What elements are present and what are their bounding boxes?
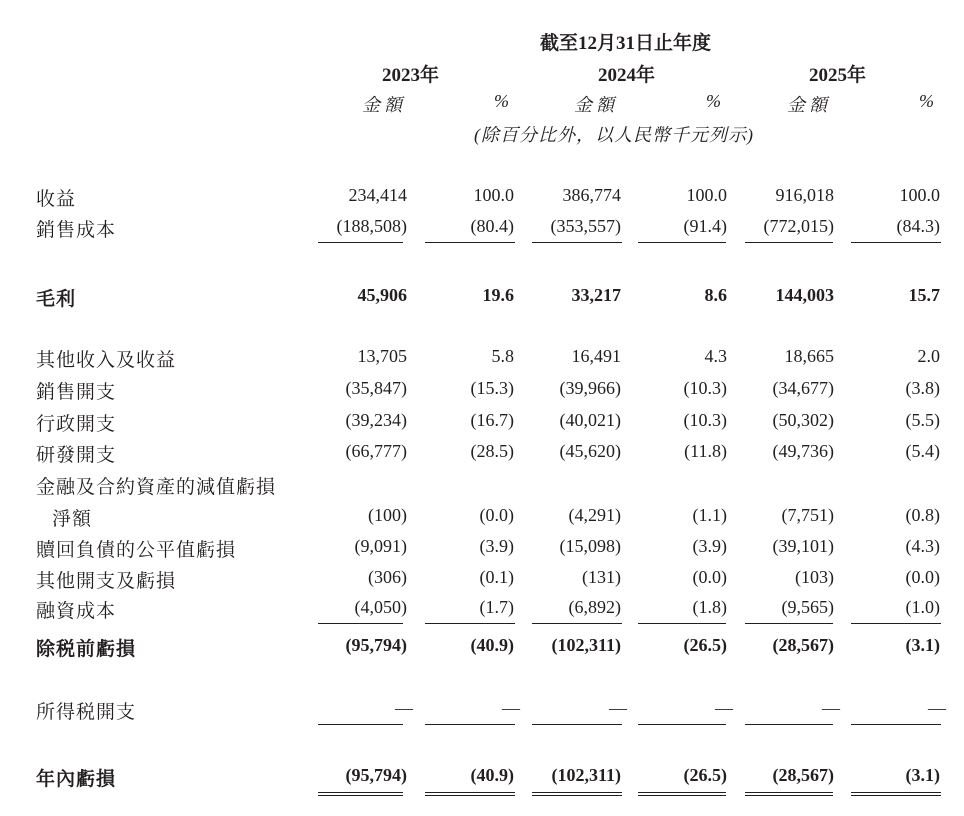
cell-percent-2024: (26.5) — [683, 765, 727, 785]
cell-percent-2025: (0.0) — [905, 567, 940, 587]
cell-amount-2025: (34,677) — [772, 378, 834, 398]
cell-amount-2025: (28,567) — [772, 635, 834, 655]
percent-header-2024: % — [706, 91, 721, 111]
subtotal-rule — [745, 623, 833, 624]
cell-percent-2024: 8.6 — [704, 285, 727, 305]
cell-amount-2024: (353,557) — [550, 216, 621, 236]
year-header-2025: 2025年 — [809, 65, 867, 86]
cell-percent-2024: (91.4) — [683, 216, 727, 236]
subtotal-rule — [425, 242, 515, 243]
row-label-cost-of-sales: 銷售成本 — [36, 220, 117, 241]
subtotal-rule — [532, 242, 622, 243]
subtotal-rule — [318, 724, 403, 725]
subtotal-rule — [425, 724, 515, 725]
cell-amount-2024: (15,098) — [559, 536, 621, 556]
subtotal-rule — [851, 623, 941, 624]
cell-amount-2023: (9,091) — [354, 536, 407, 556]
cell-percent-2023: (80.4) — [470, 216, 514, 236]
cell-amount-2024: (39,966) — [559, 378, 621, 398]
cell-amount-2025: 18,665 — [784, 346, 834, 366]
total-double-rule — [532, 792, 622, 796]
row-label-selling-expenses: 銷售開支 — [36, 382, 117, 403]
cell-amount-2025: (103) — [795, 567, 834, 587]
cell-percent-2023: 100.0 — [473, 185, 514, 205]
cell-amount-2024: (102,311) — [551, 635, 621, 655]
total-double-rule — [318, 792, 403, 796]
subtotal-rule — [851, 724, 941, 725]
cell-percent-2023: — — [502, 698, 520, 718]
cell-amount-2024: — — [609, 698, 627, 718]
cell-percent-2025: (3.1) — [905, 765, 940, 785]
cell-amount-2025: (7,751) — [781, 505, 834, 525]
cell-amount-2024: (6,892) — [568, 597, 621, 617]
row-label-other-income: 其他收入及收益 — [36, 350, 177, 371]
year-header-2024: 2024年 — [598, 65, 656, 86]
cell-amount-2023: (95,794) — [345, 635, 407, 655]
total-double-rule — [425, 792, 515, 796]
cell-percent-2024: (26.5) — [683, 635, 727, 655]
cell-percent-2023: (0.0) — [479, 505, 514, 525]
cell-percent-2024: (10.3) — [683, 410, 727, 430]
cell-amount-2025: (772,015) — [763, 216, 834, 236]
subtotal-rule — [638, 242, 726, 243]
cell-amount-2023: (306) — [368, 567, 407, 587]
subtotal-rule — [318, 242, 403, 243]
cell-amount-2025: 144,003 — [775, 285, 834, 305]
cell-percent-2023: (40.9) — [470, 765, 514, 785]
cell-amount-2023: (4,050) — [354, 597, 407, 617]
cell-percent-2024: (10.3) — [683, 378, 727, 398]
cell-percent-2024: — — [715, 698, 733, 718]
cell-amount-2023: 45,906 — [357, 285, 407, 305]
row-label-rnd-expenses: 研發開支 — [36, 445, 117, 466]
cell-percent-2023: (40.9) — [470, 635, 514, 655]
cell-percent-2025: (5.5) — [905, 410, 940, 430]
row-label-fair-value-loss: 贖回負債的公平值虧損 — [36, 540, 237, 561]
cell-percent-2024: 4.3 — [704, 346, 727, 366]
row-label-income-tax: 所得税開支 — [36, 702, 137, 723]
subtotal-rule — [425, 623, 515, 624]
cell-amount-2024: (4,291) — [568, 505, 621, 525]
row-label-gross-profit: 毛利 — [36, 289, 77, 310]
total-double-rule — [851, 792, 941, 796]
cell-percent-2024: (1.1) — [692, 505, 727, 525]
subtotal-rule — [638, 623, 726, 624]
cell-percent-2025: (1.0) — [905, 597, 940, 617]
subtotal-rule — [532, 724, 622, 725]
cell-amount-2025: (50,302) — [772, 410, 834, 430]
cell-percent-2025: (4.3) — [905, 536, 940, 556]
row-label-loss-for-year: 年內虧損 — [36, 769, 117, 790]
total-double-rule — [745, 792, 833, 796]
cell-amount-2023: 234,414 — [348, 185, 407, 205]
row-label-revenue: 收益 — [36, 189, 77, 210]
cell-amount-2025: 916,018 — [775, 185, 834, 205]
amount-header-2024: 金額 — [574, 95, 618, 115]
amount-header-2025: 金額 — [787, 95, 831, 115]
cell-amount-2024: (131) — [582, 567, 621, 587]
cell-amount-2023: (188,508) — [336, 216, 407, 236]
cell-percent-2025: (3.8) — [905, 378, 940, 398]
cell-amount-2023: (66,777) — [345, 441, 407, 461]
subtotal-rule — [532, 623, 622, 624]
cell-percent-2024: (3.9) — [692, 536, 727, 556]
cell-percent-2025: 100.0 — [899, 185, 940, 205]
row-label-finance-costs: 融資成本 — [36, 601, 117, 622]
cell-percent-2024: 100.0 — [686, 185, 727, 205]
total-double-rule — [638, 792, 726, 796]
cell-amount-2025: (49,736) — [772, 441, 834, 461]
cell-amount-2024: (40,021) — [559, 410, 621, 430]
row-label-impairment-net: 淨額 — [52, 509, 93, 530]
cell-percent-2025: (84.3) — [896, 216, 940, 236]
cell-percent-2023: (28.5) — [470, 441, 514, 461]
row-label-other-expenses: 其他開支及虧損 — [36, 571, 177, 592]
amount-header-2023: 金額 — [362, 95, 406, 115]
subtotal-rule — [745, 242, 833, 243]
cell-percent-2025: (0.8) — [905, 505, 940, 525]
cell-amount-2023: (39,234) — [345, 410, 407, 430]
cell-percent-2025: (5.4) — [905, 441, 940, 461]
cell-amount-2023: (95,794) — [345, 765, 407, 785]
cell-percent-2023: (1.7) — [479, 597, 514, 617]
cell-amount-2024: (102,311) — [551, 765, 621, 785]
cell-amount-2024: 33,217 — [571, 285, 621, 305]
cell-amount-2025: — — [822, 698, 840, 718]
unit-note: (除百分比外，以人民幣千元列示) — [474, 125, 754, 145]
cell-percent-2024: (1.8) — [692, 597, 727, 617]
cell-amount-2023: — — [395, 698, 413, 718]
cell-amount-2023: (100) — [368, 505, 407, 525]
row-label-loss-before-tax: 除税前虧損 — [36, 639, 137, 660]
cell-percent-2025: 2.0 — [917, 346, 940, 366]
cell-percent-2025: (3.1) — [905, 635, 940, 655]
percent-header-2023: % — [494, 91, 509, 111]
cell-percent-2024: (11.8) — [684, 441, 727, 461]
cell-amount-2024: 386,774 — [562, 185, 621, 205]
cell-amount-2024: (45,620) — [559, 441, 621, 461]
cell-percent-2024: (0.0) — [692, 567, 727, 587]
cell-percent-2023: (16.7) — [470, 410, 514, 430]
subtotal-rule — [851, 242, 941, 243]
row-label-admin-expenses: 行政開支 — [36, 414, 117, 435]
cell-percent-2023: (0.1) — [479, 567, 514, 587]
cell-percent-2023: (15.3) — [470, 378, 514, 398]
subtotal-rule — [745, 724, 833, 725]
cell-percent-2025: 15.7 — [908, 285, 940, 305]
cell-percent-2023: (3.9) — [479, 536, 514, 556]
subtotal-rule — [638, 724, 726, 725]
period-title: 截至12月31日止年度 — [540, 33, 712, 54]
year-header-2023: 2023年 — [382, 65, 440, 86]
cell-amount-2023: (35,847) — [345, 378, 407, 398]
cell-amount-2025: (9,565) — [781, 597, 834, 617]
cell-percent-2023: 5.8 — [491, 346, 514, 366]
cell-amount-2023: 13,705 — [357, 346, 407, 366]
cell-amount-2025: (39,101) — [772, 536, 834, 556]
row-label-impairment: 金融及合約資產的減值虧損 — [36, 477, 277, 498]
cell-percent-2025: — — [928, 698, 946, 718]
cell-percent-2023: 19.6 — [482, 285, 514, 305]
percent-header-2025: % — [919, 91, 934, 111]
cell-amount-2025: (28,567) — [772, 765, 834, 785]
subtotal-rule — [318, 623, 403, 624]
cell-amount-2024: 16,491 — [571, 346, 621, 366]
